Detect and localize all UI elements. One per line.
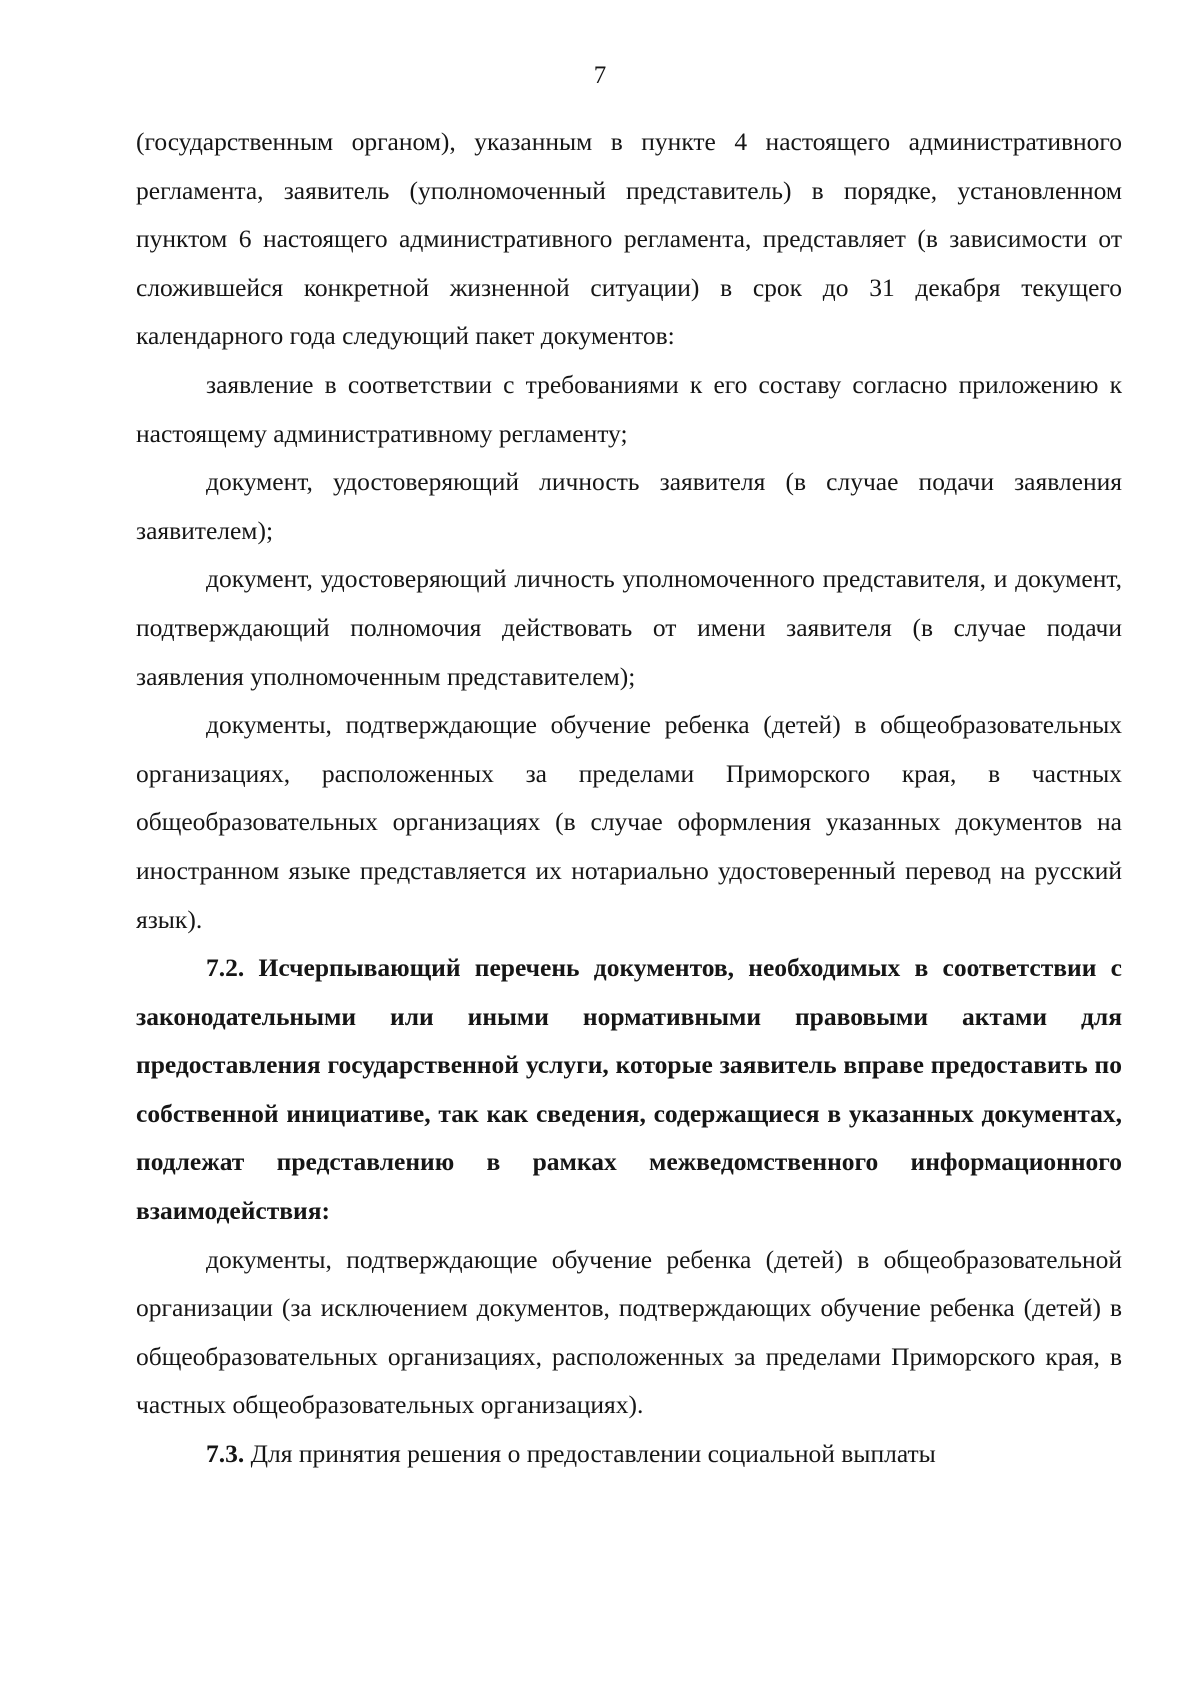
paragraph: документ, удостоверяющий личность уполномоченного представителя, и документ, подтверждающий полномочия действовать от имени заявителя (в случае подачи заявления уполномоченным представителем); xyxy=(136,564,1122,691)
document-body xyxy=(136,118,1122,1479)
section-number: 7.3. xyxy=(206,1439,245,1469)
paragraph: документы, подтверждающие обучение ребенка (детей) в общеобразовательной организации (за исключением документов, подтверждающих обучение ребенка (детей) в общеобразовательных организациях, расположенных за пределами Приморского края, в частных общеобразовательных организациях). xyxy=(136,1244,1122,1420)
paragraph xyxy=(136,1430,1122,1479)
paragraph: (государственным органом), указанным в пункте 4 настоящего административного регламента, заявитель (уполномоченный представитель) в порядке, установленном пунктом 6 настоящего административного регламента, представляет (в зависимости от сложившейся конкретной жизненной ситуации) в срок до 31 декабря текущего календарного года следующий пакет документов: xyxy=(136,127,1122,351)
page-number: 7 xyxy=(593,62,607,89)
section-heading: 7.2. Исчерпывающий перечень документов, необходимых в соответствии с законодательными или иными нормативными правовыми актами для предоставления государственной услуги, которые заявитель вправе предоставить по собственной инициативе, так как сведения, содержащиеся в указанных документах, подлежат представлению в рамках межведомственного информационного взаимодействия: xyxy=(136,953,1122,1226)
paragraph: документ, удостоверяющий личность заявителя (в случае подачи заявления заявителем); xyxy=(136,467,1122,545)
paragraph-text: Для принятия решения о предоставлении социальной выплаты xyxy=(244,1439,936,1469)
paragraph: заявление в соответствии с требованиями к его составу согласно приложению к настоящему административному регламенту; xyxy=(136,369,1122,448)
paragraph: документы, подтверждающие обучение ребенка (детей) в общеобразовательных организациях, расположенных за пределами Приморского края, в частных общеобразовательных организациях (в случае оформления указанных документов на иностранном языке представляется их нотариально удостоверенный перевод на русский язык). xyxy=(136,710,1122,934)
